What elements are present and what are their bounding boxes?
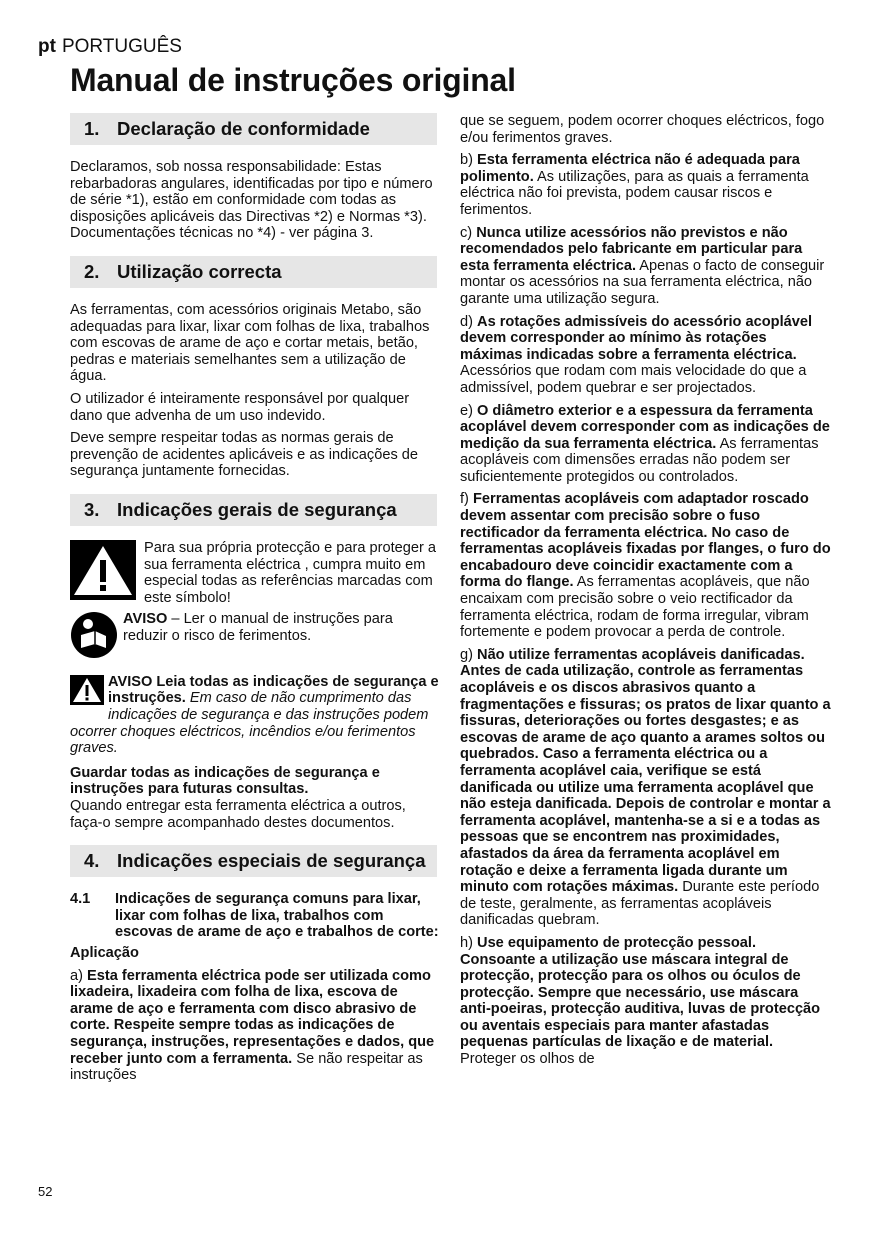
section-title: Indicações especiais de segurança	[117, 850, 426, 872]
item-e	[460, 403, 832, 486]
item-d-text: Acessórios que rodam com mais velocidade do que a admissível, podem quebrar e ser projectados.	[460, 363, 807, 396]
item-e-bold: O diâmetro exterior e a espessura da ferramenta acoplável devem corresponder com as indicações de medição da sua ferramenta eléctrica.	[460, 402, 830, 452]
section-number: 2.	[84, 260, 100, 282]
language-code: pt	[38, 36, 56, 57]
item-g-prefix: g)	[460, 646, 478, 663]
aviso-read-all	[70, 674, 440, 757]
item-c	[460, 225, 832, 308]
continued-text: que se seguem, podem ocorrer choques eléctricos, fogo e/ou ferimentos graves.	[460, 113, 825, 146]
language-label	[38, 36, 182, 58]
aviso-read-bold: AVISO Leia todas as indicações de segurança e instruções.	[108, 673, 439, 707]
keep-instructions-bold: Guardar todas as indicações de segurança e instruções para futuras consultas.	[70, 764, 380, 798]
left-column	[70, 113, 440, 1090]
page-title: Manual de instruções original	[70, 62, 516, 98]
declaration-paragraph: Declaramos, sob nossa responsabilidade: Estas rebarbadoras angulares, identificadas por tipo e número de série *1), estão em conformidade com todas as disposições aplicáveis das Directivas *2) e Normas *3). Documentações técnicas no *4) - ver página 3.	[70, 159, 433, 242]
usage-paragraph-3: Deve sempre respeitar todas as normas gerais de prevenção de acidentes aplicáveis e as indicações de segurança juntamente fornecidas.	[70, 430, 419, 480]
item-e-prefix: e)	[460, 402, 478, 419]
page-number: 52	[38, 1184, 53, 1199]
item-h	[460, 935, 832, 1068]
item-b-prefix: b)	[460, 152, 478, 169]
item-b	[460, 152, 832, 218]
item-g-text: Durante este período de teste, geralmente, as ferramentas acopláveis danificadas quebram.	[460, 879, 820, 929]
section-3-heading	[70, 494, 437, 526]
subsection-number: 4.1	[70, 891, 91, 908]
language-name: PORTUGUÊS	[61, 36, 182, 57]
section-2-heading	[70, 256, 437, 288]
item-c-bold: Nunca utilize acessórios não previstos e não recomendados pelo fabricante em particular para esta ferramenta eléctrica.	[460, 224, 803, 274]
item-f	[460, 491, 832, 640]
section-4-heading	[70, 845, 437, 877]
item-g	[460, 647, 832, 929]
item-a-bold: Esta ferramenta eléctrica pode ser utilizada como lixadeira, lixadeira com folha de lixa, escova de arame de aço e ferramenta com disco abrasivo de corte. Respeite sempre todas as indicações de segurança, instruções, representações e dados, que receber junto com a ferramenta.	[70, 967, 435, 1067]
item-f-bold: Ferramentas acopláveis com adaptador roscado devem assentar com precisão sobre o fuso rectificador da ferramenta eléctrica. No caso de ferramentas acopláveis fixadas por flanges, o furo do encabadouro deve coincidir exactamente com a forma do flange.	[460, 491, 831, 591]
item-d-bold: As rotações admissíveis do acessório acoplável devem corresponder ao mínimo às rotações máximas indicadas sobre a ferramenta eléctrica.	[460, 313, 813, 363]
read-manual-icon	[70, 611, 118, 664]
item-f-text: As ferramentas acopláveis, que não encaixam com precisão sobre o veio rectificador da ferramenta eléctrica, rodam de forma irregular, vibram fortemente e podem provocar a perda de controle.	[460, 574, 810, 641]
warning-triangle-icon	[70, 540, 136, 605]
usage-paragraph-1: As ferramentas, com acessórios originais Metabo, são adequadas para lixar, lixar com folhas de lixa, trabalhos com escovas de arame de aço e cortar metais, betão, pedras e materiais semelhantes sem a utilização de água.	[70, 301, 430, 385]
item-a-prefix: a)	[70, 967, 88, 984]
warning-note	[70, 540, 440, 606]
section-title: Declaração de conformidade	[117, 118, 370, 139]
item-a	[70, 968, 440, 1084]
small-warning-icon	[70, 675, 104, 710]
warning-text: Para sua própria protecção e para proteger a sua ferramenta eléctrica , cumpra muito em especial todas as referências marcadas com este símbolo!	[144, 539, 437, 606]
section-title: Utilização correcta	[117, 260, 282, 282]
right-column	[460, 113, 832, 1074]
item-c-prefix: c)	[460, 224, 477, 241]
section-number: 3.	[84, 498, 100, 520]
item-b-text: As utilizações, para as quais a ferramenta eléctrica não foi prevista, podem causar riscos e ferimentos.	[460, 168, 809, 218]
item-a-text: Se não respeitar as instruções	[70, 1050, 423, 1084]
section-1-heading	[70, 113, 437, 145]
item-h-prefix: h)	[460, 934, 478, 951]
section-number: 4.	[84, 850, 100, 872]
usage-paragraph-2: O utilizador é inteiramente responsável por qualquer dano que advenha de um uso indevido.	[70, 390, 410, 424]
item-d	[460, 314, 832, 397]
item-f-prefix: f)	[460, 491, 473, 508]
aviso-label: AVISO	[123, 611, 168, 628]
aviso-description: – Ler o manual de instruções para reduzir o risco de ferimentos.	[123, 611, 393, 644]
aviso-read-italic: Em caso de não cumprimento das indicações de segurança e das instruções podem ocorrer choques eléctricos, incêndios e/ou ferimentos graves.	[70, 690, 429, 757]
application-label	[70, 945, 440, 962]
item-h-text: Proteger os olhos de	[460, 1051, 595, 1068]
item-d-prefix: d)	[460, 313, 478, 330]
aviso-text	[123, 611, 440, 644]
item-b-bold: Esta ferramenta eléctrica não é adequada para polimento.	[460, 152, 800, 185]
subsection-4-1-heading	[70, 891, 440, 941]
section-title: Indicações gerais de segurança	[117, 498, 397, 520]
section-number: 1.	[84, 118, 100, 139]
application-label-text: Aplicação	[70, 945, 139, 961]
read-manual-note	[70, 611, 440, 664]
keep-instructions-paragraph	[70, 765, 440, 831]
item-g-bold: Não utilize ferramentas acopláveis danificadas. Antes de cada utilização, controle as ferramentas acopláveis e os discos abrasivos quanto a fragmentações e fissuras; os pratos de lixar quanto a fissuras, deteriorações ou fortes desgastes; e as escovas de arame de aço quanto a arames soltos ou quebrados. Caso a ferramenta eléctrica ou a ferramenta acoplável caia, verifique se está danificada ou utilize uma ferramenta acoplável que não esteja danificada. Depois de controlar e montar a ferramenta acoplável, mantenha-se a si e a todas as pessoas que se encontrem nas proximidades, afastados da área da ferramenta acoplável em rotação e deixe a ferramenta ligada durante um minuto com rotações máximas.	[460, 646, 831, 896]
keep-instructions-text: Quando entregar esta ferramenta eléctrica a outros, faça-o sempre acompanhado destes documentos.	[70, 798, 406, 831]
item-h-bold: Use equipamento de protecção pessoal. Consoante a utilização use máscara integral de protecção, protecção para os olhos ou óculos de protecção. Sempre que necessário, use máscara anti-poeiras, protecção auditiva, luvas de protecção ou aventais especiais para manter afastadas pequenas partículas de lixação e de material.	[460, 934, 821, 1051]
item-c-text: Apenas o facto de conseguir montar os acessórios na sua ferramenta eléctrica, não garante uma utilização segura.	[460, 257, 825, 307]
subsection-title: Indicações de segurança comuns para lixar, lixar com folhas de lixa, trabalhos com escovas de arame de aço e trabalhos de corte:	[115, 891, 439, 941]
item-e-text: As ferramentas acopláveis com dimensões erradas não podem ser suficientemente protegidos ou controlados.	[460, 435, 819, 485]
